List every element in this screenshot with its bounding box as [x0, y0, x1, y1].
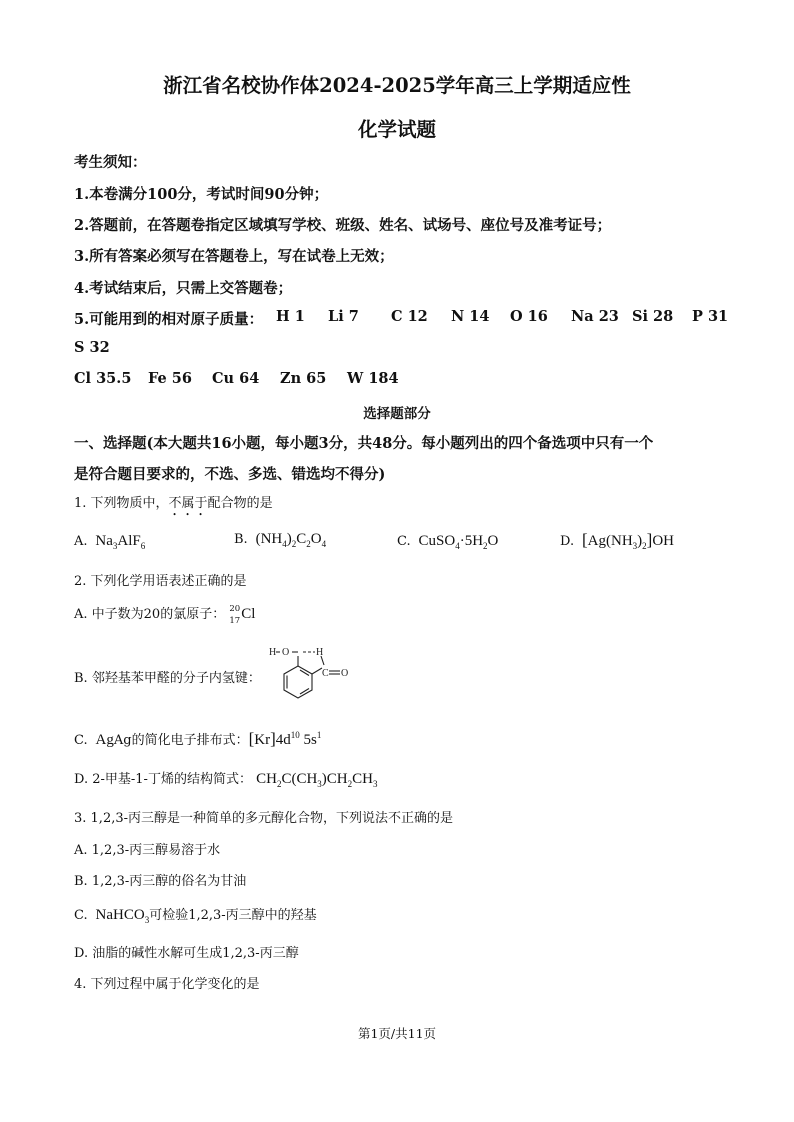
q2-option-b[interactable]: B. 邻羟基苯甲醛的分子内氢键：: [74, 671, 261, 686]
mass-cl: Cl 35.5: [74, 370, 132, 387]
notice-item-4: 4.考试结束后，只需上交答题卷；: [74, 280, 293, 297]
q2-option-a[interactable]: A. 中子数为20的氯原子： 20 17 Cl: [74, 603, 256, 626]
struct-o2: O: [341, 668, 349, 679]
q1-option-d[interactable]: D. $[Ag(NH_3)_2]OH$: [560, 530, 675, 551]
q1-option-a[interactable]: A. $Na_3AlF_6$: [74, 533, 146, 551]
mass-h: H 1: [276, 308, 305, 325]
mass-w: W 184: [347, 370, 399, 387]
q2-option-d[interactable]: D. 2-甲基-1-丁烯的结构简式： $CH_2C(CH_3)CH_2CH_3$: [74, 771, 378, 789]
q2-stem: 2. 下列化学用语表述正确的是: [74, 574, 247, 589]
q1-option-a-formula: $Na_3AlF_6$: [95, 533, 146, 551]
mass-o: O 16: [510, 308, 548, 325]
mass-na: Na 23: [571, 308, 619, 325]
q2-option-d-formula: $CH_2C(CH_3)CH_2CH_3$: [256, 771, 378, 789]
q3-stem: 3. 1,2,3-丙三醇是一种简单的多元醇化合物，下列说法不正确的是: [74, 811, 454, 826]
q2-option-c[interactable]: C. AgAg的简化电子排布式：$[Kr]4d^{10}$ $5s^1$: [74, 729, 322, 748]
mass-fe: Fe 56: [148, 370, 192, 387]
q1-emphasis: 不属于: [168, 496, 208, 511]
struct-h2: H: [316, 647, 324, 658]
struct-c: C: [322, 668, 329, 679]
mass-li: Li 7: [328, 308, 359, 325]
notice-item-1: 1.本卷满分100分，考试时间90分钟；: [74, 186, 329, 203]
mass-si: Si 28: [632, 308, 674, 325]
mass-c: C 12: [391, 308, 428, 325]
q3-option-d[interactable]: D. 油脂的碱性水解可生成1,2,3-丙三醇: [74, 946, 299, 961]
struct-o1: O: [282, 647, 290, 658]
part1-instructions-line1: 一、选择题(本大题共16小题，每小题3分，共48分。每小题列出的四个备选项中只有一个: [74, 435, 654, 452]
page-title: 浙江省名校协作体2024-2025学年高三上学期适应性: [163, 74, 631, 97]
mass-p: P 31: [692, 308, 729, 325]
q1-option-d-formula: $[Ag(NH_3)_2]OH$: [581, 530, 675, 551]
notice-item-2: 2.答题前，在答题卷指定区域填写学校、班级、姓名、试场号、座位号及准考证号；: [74, 217, 612, 234]
part1-instructions-line2: 是符合题目要求的，不选、多选、错选均不得分): [74, 466, 386, 483]
notice-item-3: 3.所有答案必须写在答题卷上，写在试卷上无效；: [74, 248, 394, 265]
q1-option-c[interactable]: C. $CuSO_4\cdot 5H_2O$: [397, 533, 499, 551]
o-hydroxybenzaldehyde-structure: [268, 644, 364, 704]
q3-option-b[interactable]: B. 1,2,3-丙三醇的俗名为甘油: [74, 874, 247, 889]
q3-option-c-formula: NaHCO$_3$: [95, 907, 150, 925]
struct-h1: H: [269, 647, 277, 658]
q1-stem: 1. 下列物质中，不属于配合物的是: [74, 496, 273, 511]
page-subtitle: 化学试题: [357, 118, 436, 141]
q1-option-c-formula: $CuSO_4\cdot 5H_2O$: [418, 533, 499, 551]
mass-cu: Cu 64: [212, 370, 260, 387]
q2-nuclide-notation: 20 17: [229, 603, 241, 626]
section-heading: 选择题部分: [363, 406, 431, 422]
q3-option-a[interactable]: A. 1,2,3-丙三醇易溶于水: [74, 843, 221, 858]
q3-option-c[interactable]: C. NaHCO$_3$可检验1,2,3-丙三醇中的羟基: [74, 907, 317, 925]
q2-option-c-formula: $[Kr]4d^{10}$ $5s^1$: [248, 729, 322, 748]
mass-zn: Zn 65: [280, 370, 327, 387]
q1-option-b-formula: $(NH_4)_2C_2O_4$: [255, 531, 327, 549]
mass-n: N 14: [451, 308, 490, 325]
q4-stem: 4. 下列过程中属于化学变化的是: [74, 977, 260, 992]
mass-s: S 32: [74, 339, 110, 356]
notice-heading: 考生须知：: [74, 154, 147, 171]
q1-option-b[interactable]: B. $(NH_4)_2C_2O_4$: [234, 531, 327, 549]
page-number: 第1页/共11页: [357, 1026, 437, 1041]
atomic-mass-label: 5.可能用到的相对原子质量：: [74, 311, 264, 328]
